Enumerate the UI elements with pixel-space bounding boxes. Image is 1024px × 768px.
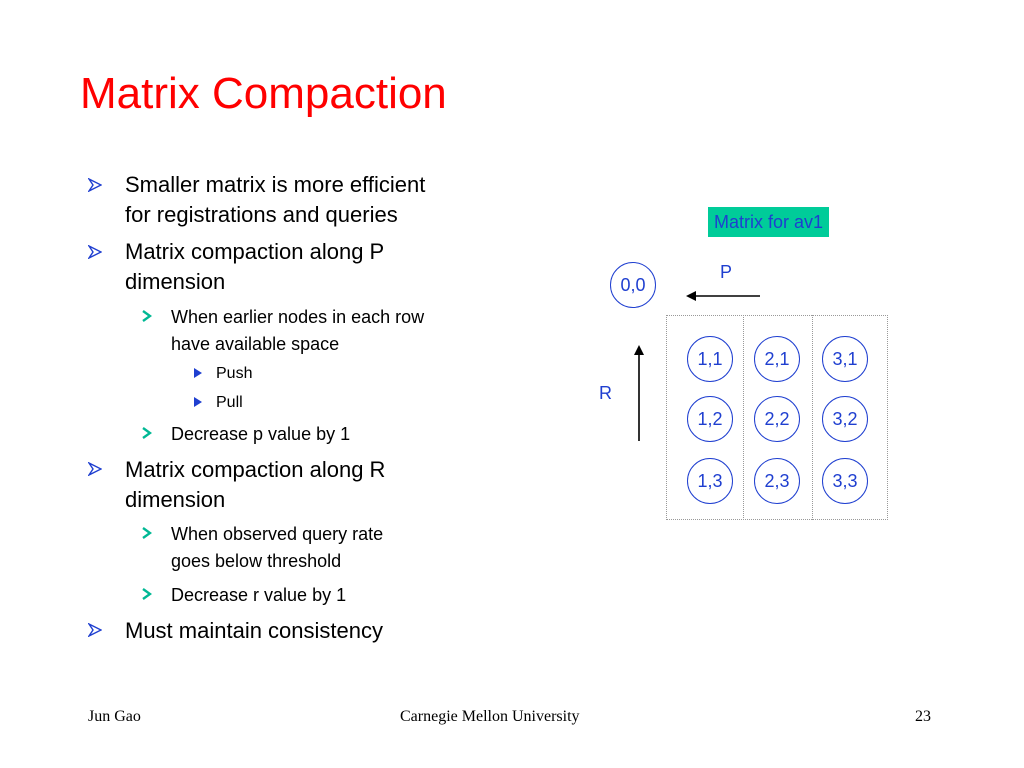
sub-bullet-text: When earlier nodes in each row — [171, 307, 425, 327]
footer-author: Jun Gao — [88, 708, 141, 725]
matrix-node: 3,2 — [822, 396, 868, 442]
slide-title: Matrix Compaction — [80, 69, 447, 118]
sub-bullet-text: goes below threshold — [171, 551, 342, 571]
page-number: 23 — [915, 708, 931, 725]
arrow-bullet-icon — [88, 178, 102, 192]
sub-bullet-text: When observed query rate — [171, 524, 384, 544]
grid-divider — [743, 315, 744, 520]
sub-sub-bullet-text: Push — [216, 365, 253, 382]
triangle-bullet-icon — [193, 368, 203, 378]
chevron-bullet-icon — [142, 427, 152, 439]
p-axis-label: P — [720, 262, 733, 282]
arrow-bullet-icon — [88, 623, 102, 637]
footer-institution: Carnegie Mellon University — [400, 708, 580, 725]
chevron-bullet-icon — [142, 588, 152, 600]
sub-bullet-text: Decrease p value by 1 — [171, 424, 351, 444]
bullet-text: Matrix compaction along R — [125, 457, 386, 482]
triangle-bullet-icon — [193, 397, 203, 407]
bullet-text: Must maintain consistency — [125, 618, 383, 643]
matrix-legend: Matrix for av1 — [708, 207, 829, 237]
bullet-text: Smaller matrix is more efficient — [125, 172, 426, 197]
matrix-node: 3,3 — [822, 458, 868, 504]
matrix-node: 2,2 — [754, 396, 800, 442]
sub-bullet-text: Decrease r value by 1 — [171, 585, 347, 605]
chevron-bullet-icon — [142, 310, 152, 322]
matrix-node: 2,1 — [754, 336, 800, 382]
bullet-text: dimension — [125, 269, 226, 294]
left-arrow-icon — [686, 289, 762, 303]
bullet-text: for registrations and queries — [125, 202, 398, 227]
bullet-text: dimension — [125, 487, 226, 512]
matrix-node: 1,2 — [687, 396, 733, 442]
up-arrow-icon — [632, 345, 646, 443]
matrix-node: 1,3 — [687, 458, 733, 504]
matrix-node: 2,3 — [754, 458, 800, 504]
matrix-node: 1,1 — [687, 336, 733, 382]
grid-divider — [812, 315, 813, 520]
origin-node: 0,0 — [610, 262, 656, 308]
sub-sub-bullet-text: Pull — [216, 394, 243, 411]
chevron-bullet-icon — [142, 527, 152, 539]
bullet-text: Matrix compaction along P — [125, 239, 385, 264]
matrix-node: 3,1 — [822, 336, 868, 382]
sub-bullet-text: have available space — [171, 334, 340, 354]
arrow-bullet-icon — [88, 462, 102, 476]
r-axis-label: R — [599, 383, 612, 403]
arrow-bullet-icon — [88, 245, 102, 259]
